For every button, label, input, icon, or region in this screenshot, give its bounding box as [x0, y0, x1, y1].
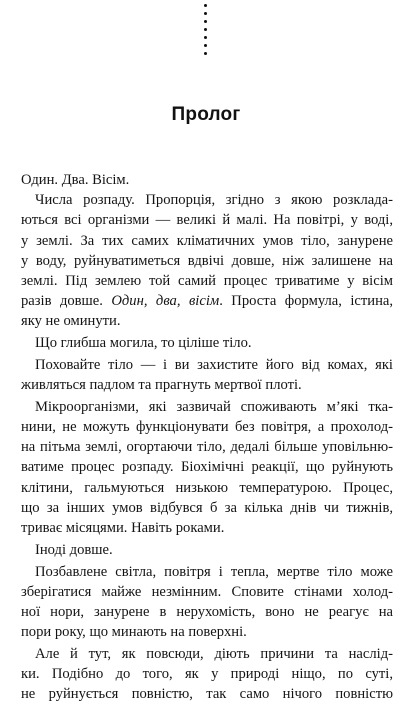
text-line: яку не оминути.: [21, 313, 121, 330]
text-line: ної нори, занурене в нерухомість, воно не реагує на: [21, 603, 393, 620]
text-line: пори року, що минають на поверхні.: [21, 624, 247, 641]
text-line: ються всі організми — великі й малі. На повітрі, у воді,: [21, 212, 393, 229]
emphasized-phrase: Один, два, вісім: [111, 293, 220, 310]
text-line: Поховайте тіло — і ви захистите його від комах, які: [35, 356, 393, 373]
text-line: Іноді довше.: [35, 541, 113, 558]
text-line: Числа розпаду. Пропорція, згідно з якою розклада-: [35, 192, 393, 209]
text-line: нини, не можуть функціонувати без повітря, а прохолод-: [21, 419, 393, 436]
text-line: зберігатися майже незмінним. Сповите стінами холод-: [21, 583, 393, 600]
text-line: у землі. За тих самих кліматичних умов тіло, занурене: [21, 232, 393, 249]
chapter-ornament-dots: [203, 4, 207, 60]
text-line: Але й тут, як повсюди, діють причини та наслід-: [35, 645, 393, 662]
prologue-body: [21, 170, 393, 704]
text-line: не руйнується повністю, так само нічого повністю: [21, 686, 393, 703]
text-line: Що глибша могила, то ціліше тіло.: [35, 335, 252, 352]
text-line: клітини, гальмуються низькою температурою. Процес,: [21, 479, 393, 496]
text-line: у воду, руйнуватиметься вдвічі довше, ніж залишене на: [21, 252, 393, 269]
text-line: що за інших умов відбувся б за кілька днів чи тижнів,: [21, 499, 393, 516]
text-line: триває місяцями. Навіть роками.: [21, 519, 225, 536]
text-line: ватиме процес розпаду. Біохімічні реакції, що руйнують: [21, 459, 393, 476]
text-line: живляться падлом та прагнуть мертвої плоті.: [21, 377, 302, 394]
text-line: Один. Два. Вісім.: [21, 172, 130, 188]
text-line: Мікроорганізми, які зазвичай споживають м’які тка-: [35, 398, 393, 415]
chapter-title: Пролог: [171, 104, 241, 125]
text-line: Позбавлене світла, повітря і тепла, мертве тіло може: [35, 563, 393, 580]
text-line: разів довше. Один, два, вісім. Проста формула, істина,: [21, 293, 393, 310]
text-line: ки. Подібно до того, як у природі ніщо, по суті,: [21, 666, 393, 683]
text-line: на пітьма землі, огортаючи тіло, дедалі більше уповільню-: [21, 439, 393, 456]
text-line: землі. Під землею той самий процес триватиме у вісім: [21, 272, 393, 289]
